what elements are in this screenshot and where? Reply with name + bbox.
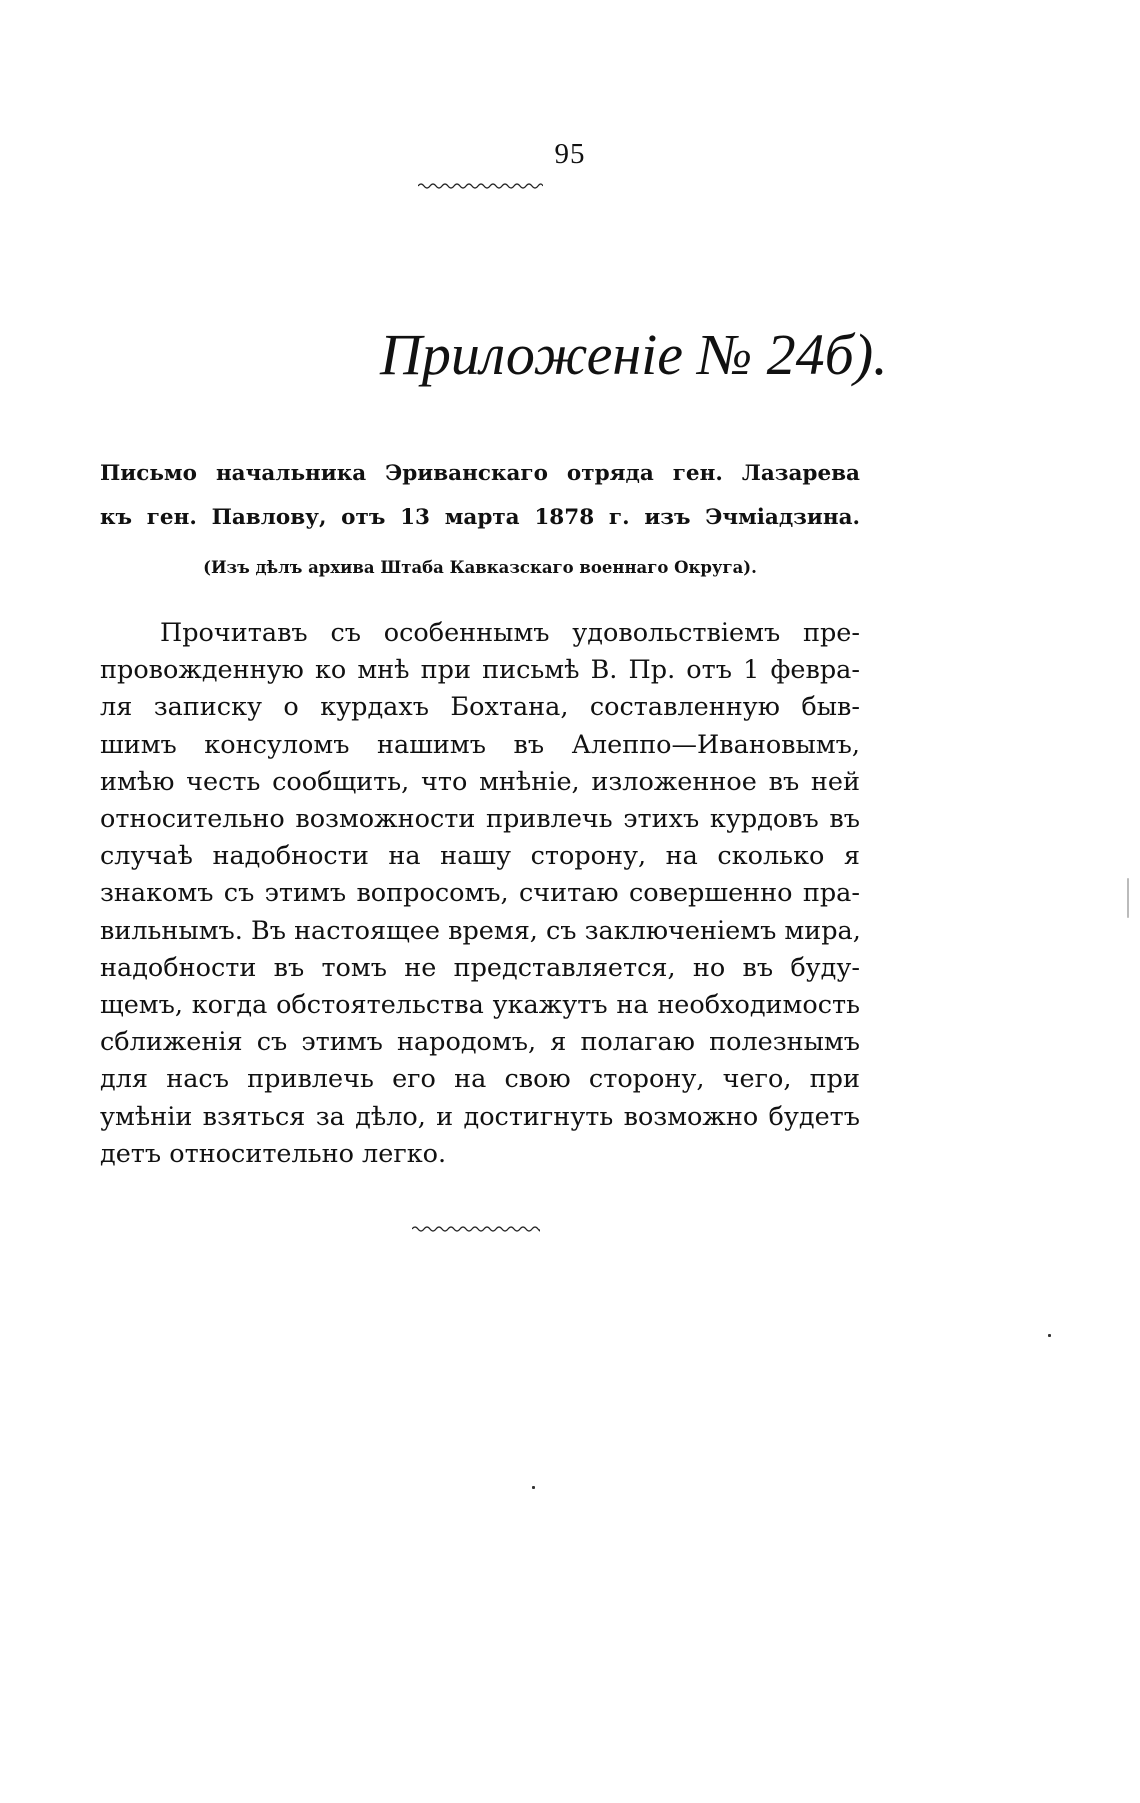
body-line: щемъ, когда обстоятельства укажутъ на необходимость <box>100 990 860 1021</box>
heading-line: къ ген. Павлову, отъ 13 марта 1878 г. изъ Эчміадзина. <box>100 505 860 530</box>
body-line: имѣю честь сообщить, что мнѣніе, изложенное въ ней <box>100 766 860 797</box>
print-speck <box>1127 878 1129 918</box>
body-line: относительно возможности привлечь этихъ курдовъ въ <box>100 804 860 835</box>
wavy-rule-ornament-icon <box>418 180 543 190</box>
body-line: случаѣ надобности на нашу сторону, на сколько я <box>100 841 860 872</box>
body-line: детъ относительно легко. <box>100 1138 447 1169</box>
body-line: шимъ консуломъ нашимъ въ Алеппо—Ивановымъ, <box>100 729 860 760</box>
body-line: ля записку о курдахъ Бохтана, составленную быв- <box>100 692 860 723</box>
print-speck <box>1048 1334 1051 1337</box>
letter-body <box>100 615 860 1173</box>
body-line: Прочитавъ съ особеннымъ удовольствіемъ пре- <box>160 618 860 648</box>
body-line: провожденную ко мнѣ при письмѣ В. Пр. отъ 1 февра- <box>100 655 860 686</box>
body-line: для насъ привлечь его на свою сторону, чего, при <box>100 1064 860 1095</box>
body-line: надобности въ томъ не представляется, но въ буду- <box>100 952 860 983</box>
body-line: сближенія съ этимъ народомъ, я полагаю полезнымъ <box>100 1027 860 1058</box>
heading-line: Письмо начальника Эриванскаго отряда ген. Лазарева <box>100 461 860 486</box>
body-line: знакомъ съ этимъ вопросомъ, считаю совершенно пра- <box>100 878 860 909</box>
print-speck <box>532 1486 535 1489</box>
body-line: умѣніи взяться за дѣло, и достигнуть возможно будетъ <box>100 1101 860 1132</box>
page-number: 95 <box>554 138 586 170</box>
body-line: вильнымъ. Въ настоящее время, съ заключеніемъ мира, <box>100 915 861 946</box>
source-note: (Изъ дѣлъ архива Штаба Кавказскаго военнаго Округа). <box>203 558 757 577</box>
wavy-rule-ornament-icon <box>412 1223 540 1233</box>
letter-heading <box>100 452 860 540</box>
appendix-title: Приложенiе № 24б). <box>380 322 888 387</box>
